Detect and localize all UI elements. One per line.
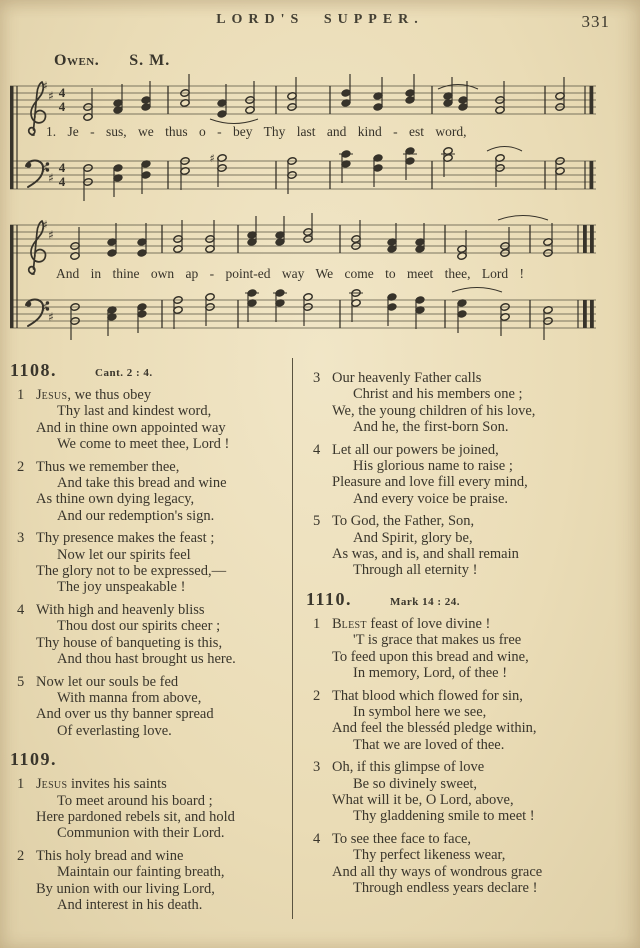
verse [8, 459, 286, 525]
verse-number: 3 [313, 759, 321, 776]
verse-line: We come to meet thee, Lord ! [57, 436, 230, 453]
verse [304, 442, 624, 508]
meter-label: S. M. [129, 52, 171, 69]
note-chord [500, 227, 510, 257]
verse-line: Communion with their Lord. [57, 825, 225, 842]
verse-line: And interest in his death. [57, 896, 203, 913]
scripture-ref: Mark 14 : 24. [390, 595, 461, 608]
scripture-ref: Cant. 2 : 4. [95, 367, 153, 379]
slur [498, 216, 548, 221]
verse-line: To meet around his board ; [57, 792, 213, 809]
slur [438, 85, 478, 90]
verse-line: And in thine own appointed way [36, 419, 226, 436]
verse [8, 848, 286, 914]
verse-number: 4 [313, 441, 321, 458]
verse-line: Thy perfect likeness wear, [353, 847, 506, 864]
note-chord [275, 216, 285, 246]
verse-line: That blood which flowed for sin, [332, 687, 523, 704]
tune-name: Owen. [54, 52, 100, 69]
verse-line: Oh, if this glimpse of love [332, 759, 485, 776]
verse-line: In memory, Lord, of thee ! [353, 665, 508, 682]
verse-line: And every voice be praise. [353, 490, 509, 507]
verse-line: By union with our living Lord, [36, 880, 215, 897]
sharp-sign: ♯ [48, 171, 54, 185]
slur [487, 147, 522, 152]
right-column [292, 358, 624, 919]
verse-line: Thus we remember thee, [36, 458, 180, 475]
verse-number: 2 [313, 687, 321, 704]
verse-number: 2 [17, 458, 25, 475]
verse-line: Christ and his members one ; [353, 386, 523, 403]
verse [304, 831, 624, 897]
time-signature: 4 [58, 85, 66, 100]
verse-line: And he, the first-born Son. [353, 419, 509, 436]
note-chord [457, 230, 467, 260]
verse-line: To feed upon this bread and wine, [332, 648, 529, 665]
small-caps-word: esus [41, 387, 68, 403]
verse-number: 2 [17, 847, 25, 864]
note-chord [351, 220, 361, 250]
note-chord [180, 157, 190, 190]
note-chord [137, 223, 147, 257]
note-chord [107, 223, 117, 257]
verse-line: And feel the blesséd pledge within, [332, 720, 537, 737]
note-chord [543, 223, 553, 257]
verse-line: And take this bread and wine [57, 475, 227, 492]
note-chord [415, 296, 425, 329]
verse-line: Of everlasting love. [57, 722, 172, 739]
verse [8, 387, 286, 453]
verse [8, 776, 286, 842]
verse-number: 5 [17, 673, 25, 690]
verse-line: Thy gladdening smile to meet ! [353, 808, 535, 825]
note-chord [387, 223, 397, 253]
verse-line: We, the young children of his love, [332, 402, 536, 419]
left-column [8, 358, 292, 919]
sharp-sign: ♯ [42, 218, 48, 232]
verse-number: 3 [313, 370, 321, 386]
sharp-sign: ♯ [48, 228, 54, 242]
hymn-text-columns [0, 358, 640, 919]
small-caps-word: esus [41, 776, 68, 793]
verse-line: Jesus invites his saints [36, 776, 167, 793]
time-signature: 4 [58, 160, 66, 175]
note-chord [137, 303, 147, 333]
music-score [0, 74, 640, 348]
verse-line: The joy unspeakable ! [57, 579, 186, 596]
right-column-content [304, 370, 624, 896]
verse-number: 5 [313, 513, 321, 530]
verse-line: And all thy ways of wondrous grace [332, 863, 543, 880]
verse-line: With high and heavenly bliss [36, 601, 205, 618]
verse-line: And thou hast brought us here. [57, 651, 236, 668]
hymn-number: 1109. [10, 749, 58, 770]
sharp-sign: ♯ [42, 79, 48, 93]
note-chord [443, 77, 453, 107]
verse-line: Through all eternity ! [353, 562, 478, 579]
verse-line: Be so divinely sweet, [353, 775, 478, 792]
hymn-number: 1108. [10, 360, 58, 380]
note-chord [303, 213, 313, 243]
note-chord [500, 303, 510, 336]
verse-line: That we are loved of thee. [353, 736, 505, 753]
note-chord [373, 77, 383, 111]
verse-line: Thy house of banqueting is this, [36, 634, 223, 651]
verse-line: Thou dost our spirits cheer ; [57, 618, 221, 635]
verse-line: And over us thy banner spread [36, 706, 214, 723]
tune-line [54, 52, 640, 72]
verse-number: 1 [313, 615, 321, 632]
note-chord [441, 147, 455, 177]
verse [8, 602, 286, 668]
time-signature: 4 [58, 99, 66, 114]
note-chord [180, 74, 190, 107]
system-brace-bar [10, 225, 14, 328]
verse-line: Blest feast of love divine ! [332, 615, 491, 632]
note-chord [341, 74, 351, 107]
verse [8, 530, 286, 596]
small-caps-word: lest [341, 615, 367, 632]
page-header [0, 12, 640, 36]
note-chord [415, 223, 425, 253]
note-chord [349, 289, 363, 322]
verse-line: The glory not to be expressed,— [36, 563, 227, 580]
verse [304, 759, 624, 825]
sharp-sign: ♯ [42, 300, 48, 314]
verse-line: Thy last and kindest word, [57, 403, 212, 420]
note-chord [70, 303, 80, 340]
hymn-heading [10, 749, 286, 770]
verse-line: With manna from above, [57, 689, 202, 706]
note-chord [173, 296, 183, 329]
verse-line: Pleasure and love fill every mind, [332, 474, 528, 491]
note-chord [113, 84, 123, 114]
verse-line: Maintain our fainting breath, [57, 864, 225, 881]
verse-line: Thy presence makes the feast ; [36, 530, 215, 547]
sharp-sign: ♯ [48, 310, 54, 324]
sharp-sign: ♯ [42, 161, 48, 175]
hymn-heading [306, 589, 624, 610]
note-chord [247, 216, 257, 246]
verse-line: Now let our souls be fed [36, 673, 179, 690]
music-lyrics-line-1: 1. Je - sus, we thus o - bey Thy last and kind - est word, [46, 124, 467, 139]
verse [304, 370, 624, 436]
note-chord [287, 77, 297, 111]
note-chord [273, 289, 287, 322]
music-system-svg [0, 74, 640, 209]
note-chord [543, 306, 553, 340]
verse-line: 'T is grace that makes us free [353, 632, 522, 649]
note-chord [339, 150, 353, 183]
note-chord [287, 157, 297, 194]
verse [8, 674, 286, 740]
verse-line: And Spirit, glory be, [353, 529, 473, 546]
page-number: 331 [581, 12, 610, 31]
sharp-sign: ♯ [48, 89, 54, 103]
note-chord [555, 77, 565, 111]
hymn-heading [10, 360, 286, 381]
hymn-number: 1110. [306, 588, 353, 609]
note-chord [405, 74, 415, 104]
verse [304, 513, 624, 579]
verse-line: To see thee face to face, [332, 830, 472, 847]
verse-line: Let all our powers be joined, [332, 441, 499, 458]
accidental-sharp: ♯ [209, 152, 215, 165]
note-chord [141, 81, 151, 111]
verse-number: 1 [17, 776, 25, 793]
time-signature: 4 [58, 174, 66, 189]
verse-line: In symbol here we see, [353, 703, 487, 720]
verse [304, 616, 624, 682]
verse-line: As was, and is, and shall remain [332, 546, 519, 563]
system-brace-bar [10, 86, 14, 189]
verse-number: 3 [17, 530, 25, 547]
verse-number: 4 [17, 601, 25, 618]
verse-line: What will it be, O Lord, above, [332, 791, 514, 808]
music-system-2 [0, 213, 640, 348]
note-chord [113, 164, 123, 197]
verse-line: This holy bread and wine [36, 847, 184, 864]
verse-line: Now let our spirits feel [57, 546, 191, 563]
verse-line: Jesus, we thus obey [36, 387, 152, 403]
verse-line: Through endless years declare ! [353, 879, 538, 896]
verse-line: Our heavenly Father calls [332, 370, 482, 386]
music-system-1 [0, 74, 640, 209]
slur [210, 119, 258, 124]
verse-line: As thine own dying legacy, [36, 491, 195, 508]
section-title: LORD'S SUPPER. [216, 12, 424, 27]
note-chord [83, 164, 93, 201]
verse-number: 1 [17, 387, 25, 403]
note-chord [217, 84, 227, 118]
verse-number: 4 [313, 830, 321, 847]
note-chord [555, 157, 565, 190]
slur [452, 288, 502, 293]
verse [304, 688, 624, 754]
verse-line: And our redemption's sign. [57, 507, 215, 524]
music-lyrics-line-2: And in thine own ap - point-ed way We come to meet thee, Lord ! [56, 266, 524, 281]
verse-line: Here pardoned rebels sit, and hold [36, 808, 235, 825]
verse-line: His glorious name to raise ; [353, 458, 513, 475]
note-chord [245, 289, 259, 322]
verse-line: To God, the Father, Son, [332, 513, 475, 530]
